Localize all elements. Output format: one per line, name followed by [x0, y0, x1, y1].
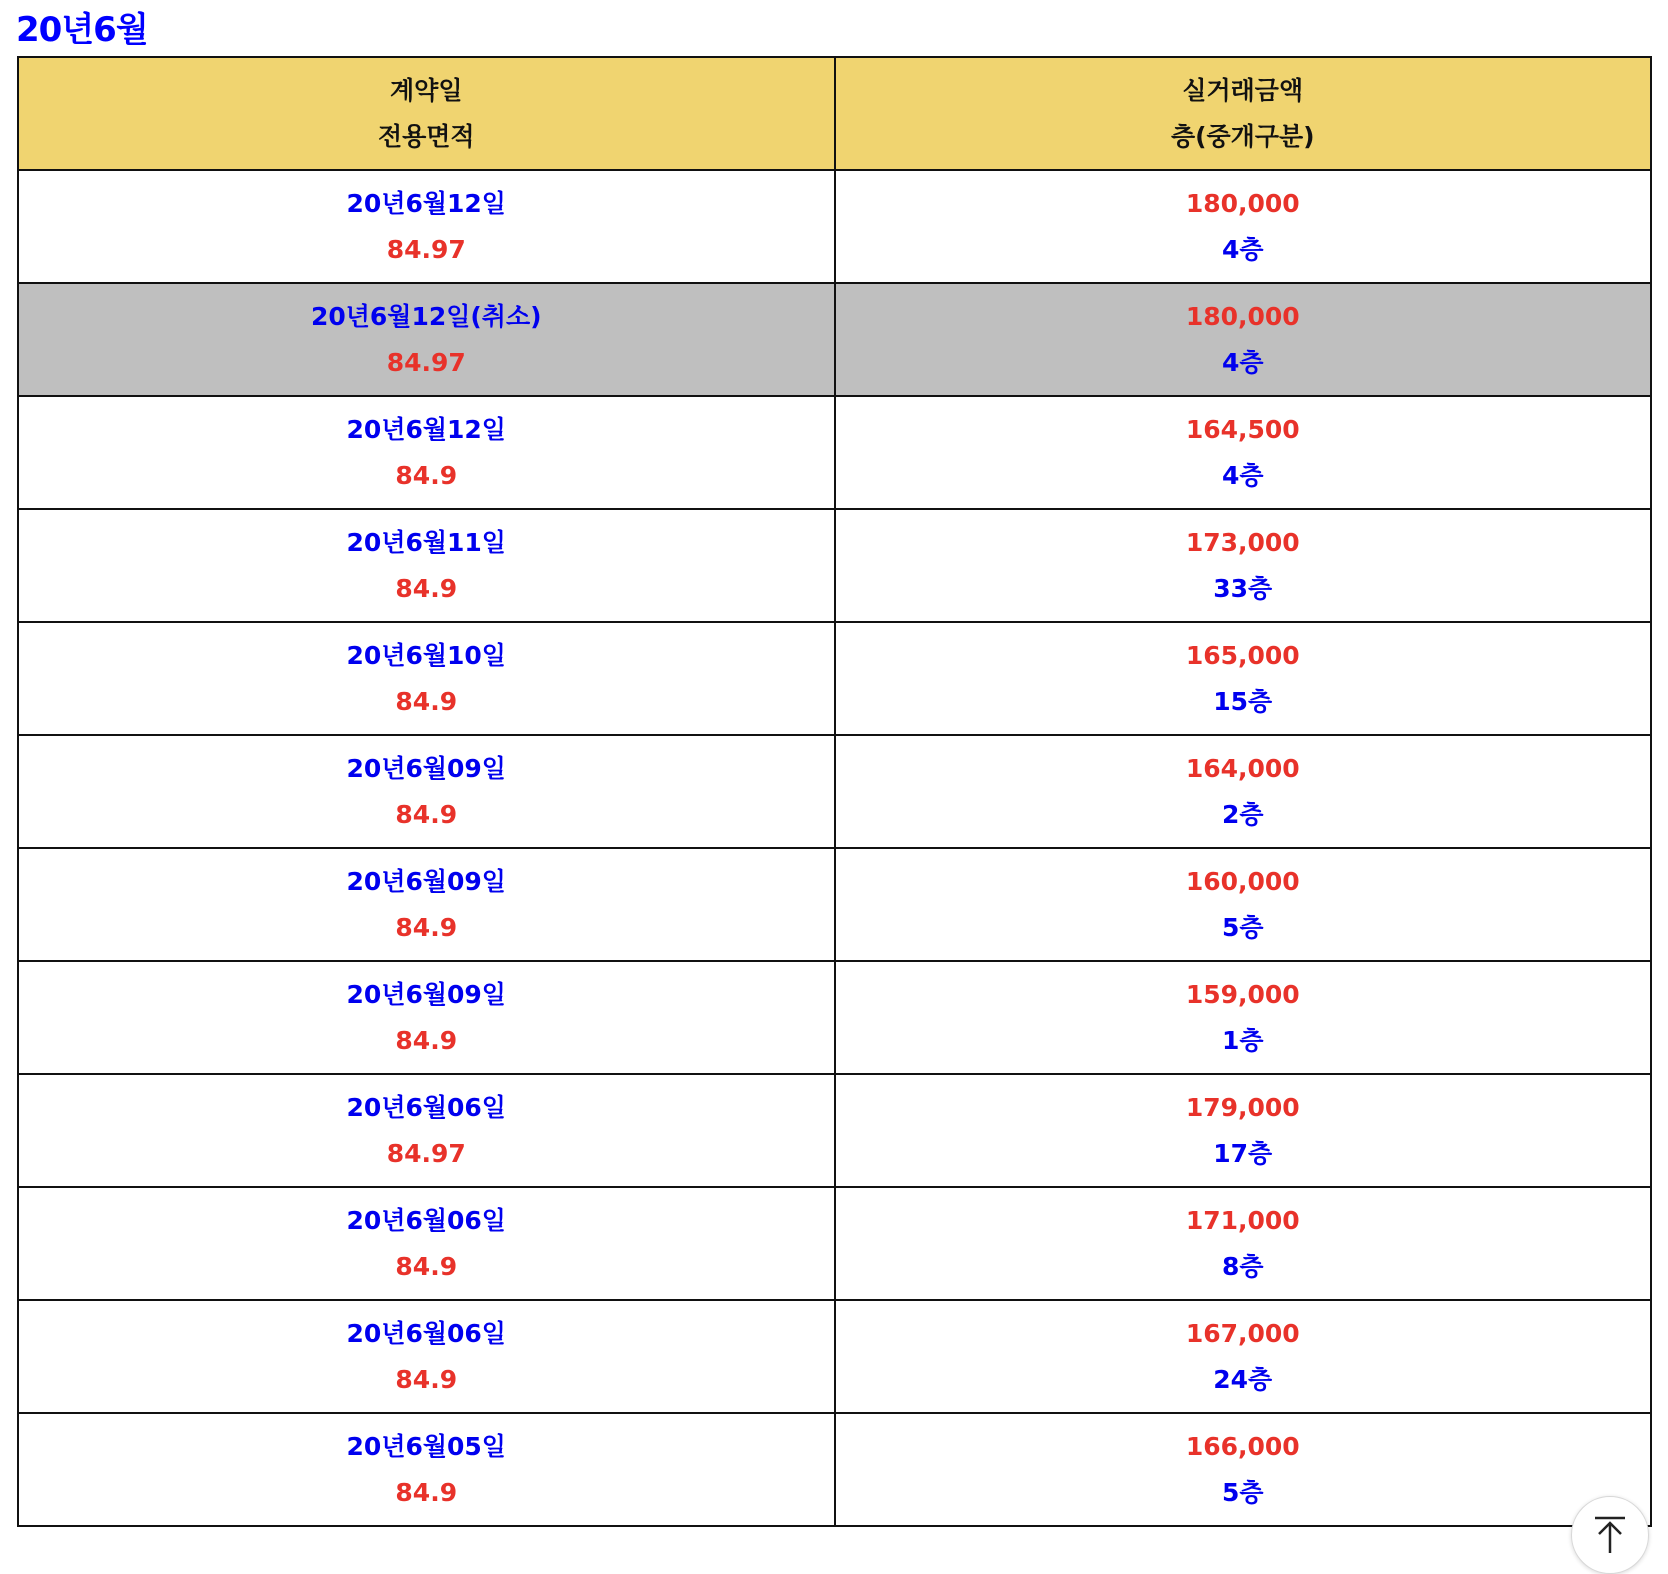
table-row [18, 735, 1651, 848]
floor: 4층 [1221, 460, 1264, 490]
floor: 24층 [1213, 1364, 1273, 1394]
table-header-row [18, 57, 1651, 170]
contract-date: 20년6월09일 [346, 979, 506, 1009]
table-row [18, 622, 1651, 735]
deal-price: 173,000 [1185, 527, 1300, 557]
header-date-area [18, 57, 835, 170]
deal-price: 166,000 [1185, 1431, 1300, 1461]
table-row [18, 1187, 1651, 1300]
price-floor-cell [835, 509, 1652, 622]
table-row [18, 170, 1651, 283]
exclusive-area: 84.9 [395, 799, 458, 829]
price-floor-cell [835, 1300, 1652, 1413]
date-area-cell [18, 848, 835, 961]
price-floor-cell [835, 283, 1652, 396]
table-row [18, 509, 1651, 622]
date-area-cell [18, 1074, 835, 1187]
deal-price: 167,000 [1185, 1318, 1300, 1348]
contract-date: 20년6월06일 [346, 1205, 506, 1235]
floor: 15층 [1213, 686, 1273, 716]
table-row [18, 396, 1651, 509]
price-floor-cell [835, 622, 1652, 735]
price-floor-cell [835, 961, 1652, 1074]
date-area-cell [18, 1187, 835, 1300]
date-area-cell [18, 961, 835, 1074]
contract-date: 20년6월09일 [346, 866, 506, 896]
floor: 5층 [1221, 1477, 1264, 1507]
floor: 2층 [1221, 799, 1264, 829]
header-price: 실거래금액 [1182, 75, 1304, 105]
deal-price: 180,000 [1185, 301, 1300, 331]
deal-price: 164,000 [1185, 753, 1300, 783]
deal-price: 164,500 [1185, 414, 1300, 444]
exclusive-area: 84.9 [395, 460, 458, 490]
deal-price: 171,000 [1185, 1205, 1300, 1235]
contract-date: 20년6월09일 [346, 753, 506, 783]
price-floor-cell [835, 1187, 1652, 1300]
exclusive-area: 84.9 [395, 1364, 458, 1394]
arrow-up-to-top-icon [1591, 1515, 1629, 1555]
contract-date: 20년6월12일(취소) [310, 301, 542, 331]
deal-price: 180,000 [1185, 188, 1300, 218]
contract-date: 20년6월10일 [346, 640, 506, 670]
price-floor-cell [835, 170, 1652, 283]
deal-price: 165,000 [1185, 640, 1300, 670]
floor: 4층 [1221, 234, 1264, 264]
floor: 33층 [1213, 573, 1273, 603]
header-floor: 층(중개구분) [1170, 121, 1315, 151]
contract-date: 20년6월06일 [346, 1092, 506, 1122]
table-row [18, 848, 1651, 961]
floor: 8층 [1221, 1251, 1264, 1281]
exclusive-area: 84.97 [386, 347, 466, 377]
contract-date: 20년6월05일 [346, 1431, 506, 1461]
header-exclusive-area: 전용면적 [377, 121, 475, 151]
exclusive-area: 84.9 [395, 573, 458, 603]
table-row [18, 283, 1651, 396]
floor: 4층 [1221, 347, 1264, 377]
date-area-cell [18, 509, 835, 622]
date-area-cell [18, 283, 835, 396]
price-floor-cell [835, 1413, 1652, 1526]
table-row [18, 1413, 1651, 1526]
header-contract-date: 계약일 [390, 75, 463, 105]
exclusive-area: 84.9 [395, 1477, 458, 1507]
exclusive-area: 84.9 [395, 1251, 458, 1281]
date-area-cell [18, 1300, 835, 1413]
date-area-cell [18, 170, 835, 283]
contract-date: 20년6월12일 [346, 188, 506, 218]
deal-price: 160,000 [1185, 866, 1300, 896]
exclusive-area: 84.97 [386, 234, 466, 264]
table-row [18, 961, 1651, 1074]
price-floor-cell [835, 848, 1652, 961]
floor: 5층 [1221, 912, 1264, 942]
date-area-cell [18, 396, 835, 509]
table-row [18, 1074, 1651, 1187]
exclusive-area: 84.9 [395, 912, 458, 942]
date-area-cell [18, 622, 835, 735]
header-price-floor [835, 57, 1652, 170]
exclusive-area: 84.9 [395, 1025, 458, 1055]
floor: 17층 [1213, 1138, 1273, 1168]
exclusive-area: 84.97 [386, 1138, 466, 1168]
table-row [18, 1300, 1651, 1413]
contract-date: 20년6월06일 [346, 1318, 506, 1348]
floor: 1층 [1221, 1025, 1264, 1055]
exclusive-area: 84.9 [395, 686, 458, 716]
contract-date: 20년6월12일 [346, 414, 506, 444]
price-floor-cell [835, 1074, 1652, 1187]
date-area-cell [18, 735, 835, 848]
transactions-table [17, 56, 1652, 1527]
scroll-to-top-button[interactable] [1571, 1496, 1649, 1574]
date-area-cell [18, 1413, 835, 1526]
contract-date: 20년6월11일 [346, 527, 506, 557]
price-floor-cell [835, 396, 1652, 509]
deal-price: 159,000 [1185, 979, 1300, 1009]
deal-price: 179,000 [1185, 1092, 1300, 1122]
price-floor-cell [835, 735, 1652, 848]
page-title: 20년6월 [16, 10, 148, 50]
